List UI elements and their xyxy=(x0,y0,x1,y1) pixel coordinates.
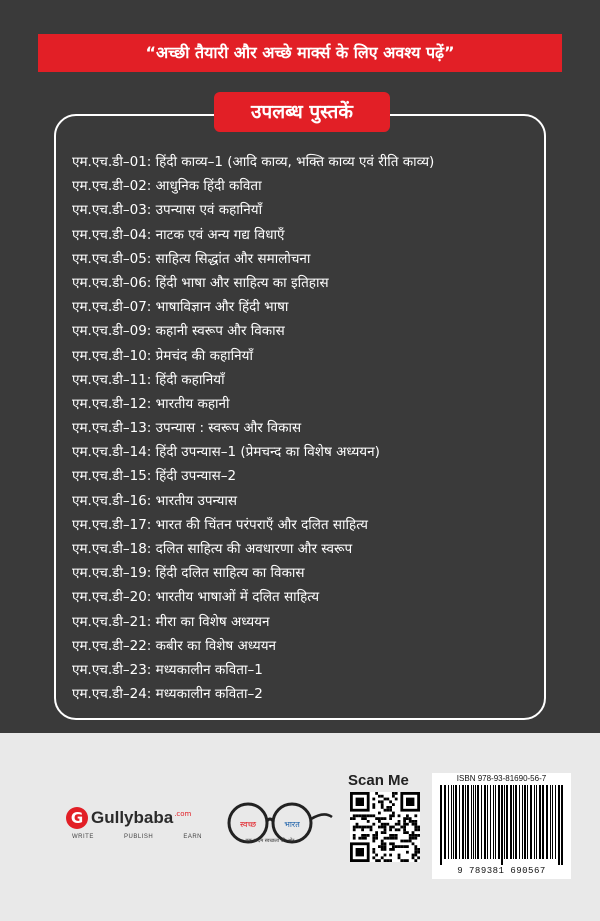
book-code: एम.एच.डी–24: xyxy=(72,686,152,703)
book-list xyxy=(72,150,542,706)
book-list-item xyxy=(72,150,542,174)
book-code: एम.एच.डी–09: xyxy=(72,323,152,340)
book-list-item xyxy=(72,464,542,488)
available-books-heading: उपलब्ध पुस्तकें xyxy=(214,92,390,132)
book-title: हिंदी दलित साहित्य का विकास xyxy=(155,565,305,582)
book-title: हिंदी कहानियाँ xyxy=(155,371,225,388)
book-title: उपन्यास एवं कहानियाँ xyxy=(155,202,263,219)
isbn-label: ISBN 978-93-81690-56-7 xyxy=(456,774,547,783)
book-title: उपन्यास : स्वरूप और विकास xyxy=(155,420,302,437)
scan-me-label: Scan Me xyxy=(348,772,409,789)
barcode-icon xyxy=(438,785,565,865)
book-title: भारतीय कहानी xyxy=(155,395,230,412)
tagline-earn: EARN xyxy=(183,834,202,840)
book-code: एम.एच.डी–01: xyxy=(72,154,152,170)
book-code: एम.एच.डी–23: xyxy=(72,661,152,678)
book-list-item xyxy=(72,174,542,198)
book-list-item xyxy=(72,198,542,222)
book-title: हिंदी काव्य–1 (आदि काव्य, भक्ति काव्य एवं रीति काव्य) xyxy=(155,154,435,170)
book-title: नाटक एवं अन्य गद्य विधाएँ xyxy=(155,226,285,243)
book-title: भारतीय भाषाओं में दलित साहित्य xyxy=(155,589,320,606)
isbn-barcode-box xyxy=(432,773,571,879)
book-code: एम.एच.डी–02: xyxy=(72,178,152,195)
tagline-publish: PUBLISH xyxy=(123,834,154,840)
book-list-item xyxy=(72,634,542,658)
book-title: भारत की चिंतन परंपराएँ और दलित साहित्य xyxy=(155,516,368,533)
book-code: एम.एच.डी–07: xyxy=(72,299,152,316)
book-list-item xyxy=(72,585,542,609)
book-code: एम.एच.डी–15: xyxy=(72,468,152,485)
book-list-item xyxy=(72,658,542,682)
book-title: हिंदी भाषा और साहित्य का इतिहास xyxy=(155,274,329,291)
book-code: एम.एच.डी–05: xyxy=(72,250,152,267)
book-title: मध्यकालीन कविता–1 xyxy=(155,661,263,678)
book-list-item xyxy=(72,682,542,706)
book-list-item xyxy=(72,319,542,343)
book-title: प्रेमचंद की कहानियाँ xyxy=(155,347,253,364)
swachh-right: भारत xyxy=(284,820,300,829)
book-title: दलित साहित्य की अवधारणा और स्वरूप xyxy=(155,541,353,557)
book-code: एम.एच.डी–21: xyxy=(72,613,152,630)
book-code: एम.एच.डी–13: xyxy=(72,420,152,437)
gullybaba-tagline xyxy=(72,834,202,840)
book-code: एम.एच.डी–14: xyxy=(72,444,152,461)
book-title: साहित्य सिद्धांत और समालोचना xyxy=(155,250,311,267)
book-code: एम.एच.डी–06: xyxy=(72,274,152,291)
book-list-item xyxy=(72,440,542,464)
gullybaba-suffix: .com xyxy=(174,810,192,818)
book-title: कबीर का विशेष अध्ययन xyxy=(155,637,277,654)
book-list-item xyxy=(72,489,542,513)
book-title: हिंदी उपन्यास–2 xyxy=(155,468,237,485)
book-list-item xyxy=(72,295,542,319)
gullybaba-g-icon: G xyxy=(66,807,88,829)
swachh-bharat-tagline: एक कदम स्वच्छता की ओर xyxy=(245,838,295,844)
tagline-banner: “अच्छी तैयारी और अच्छे मार्क्स के लिए अवश्य पढ़ें” xyxy=(38,34,562,72)
qr-code-icon[interactable] xyxy=(350,792,420,862)
book-code: एम.एच.डी–22: xyxy=(72,637,152,654)
gullybaba-logo xyxy=(66,806,191,830)
book-code: एम.एच.डी–18: xyxy=(72,541,152,557)
book-list-item xyxy=(72,344,542,368)
book-list-item xyxy=(72,561,542,585)
book-list-item xyxy=(72,537,542,561)
book-list-item xyxy=(72,416,542,440)
book-code: एम.एच.डी–17: xyxy=(72,516,152,533)
book-list-item xyxy=(72,368,542,392)
book-code: एम.एच.डी–03: xyxy=(72,202,152,219)
book-list-item xyxy=(72,247,542,271)
tagline-write: WRITE xyxy=(72,834,94,840)
book-code: एम.एच.डी–04: xyxy=(72,226,152,243)
isbn-digits: 9 789381 690567 xyxy=(457,866,546,876)
book-title: आधुनिक हिंदी कविता xyxy=(155,178,262,195)
book-list-item xyxy=(72,271,542,295)
book-title: हिंदी उपन्यास–1 (प्रेमचन्द का विशेष अध्ययन) xyxy=(155,444,380,461)
book-code: एम.एच.डी–11: xyxy=(72,371,152,388)
swachh-bharat-glasses-icon xyxy=(220,795,340,865)
book-code: एम.एच.डी–20: xyxy=(72,589,152,606)
book-code: एम.एच.डी–12: xyxy=(72,395,152,412)
book-title: कहानी स्वरूप और विकास xyxy=(155,323,285,340)
book-code: एम.एच.डी–16: xyxy=(72,492,152,509)
book-list-item xyxy=(72,223,542,247)
book-title: भाषाविज्ञान और हिंदी भाषा xyxy=(155,299,289,316)
book-title: भारतीय उपन्यास xyxy=(155,492,237,509)
book-list-item xyxy=(72,610,542,634)
book-title: मीरा का विशेष अध्ययन xyxy=(155,613,270,630)
gullybaba-name: Gullybaba xyxy=(91,808,174,827)
book-code: एम.एच.डी–10: xyxy=(72,347,152,364)
book-list-item xyxy=(72,392,542,416)
book-list-item xyxy=(72,513,542,537)
book-title: मध्यकालीन कविता–2 xyxy=(155,686,263,703)
book-code: एम.एच.डी–19: xyxy=(72,565,152,582)
swachh-left: स्वच्छ xyxy=(239,820,257,829)
